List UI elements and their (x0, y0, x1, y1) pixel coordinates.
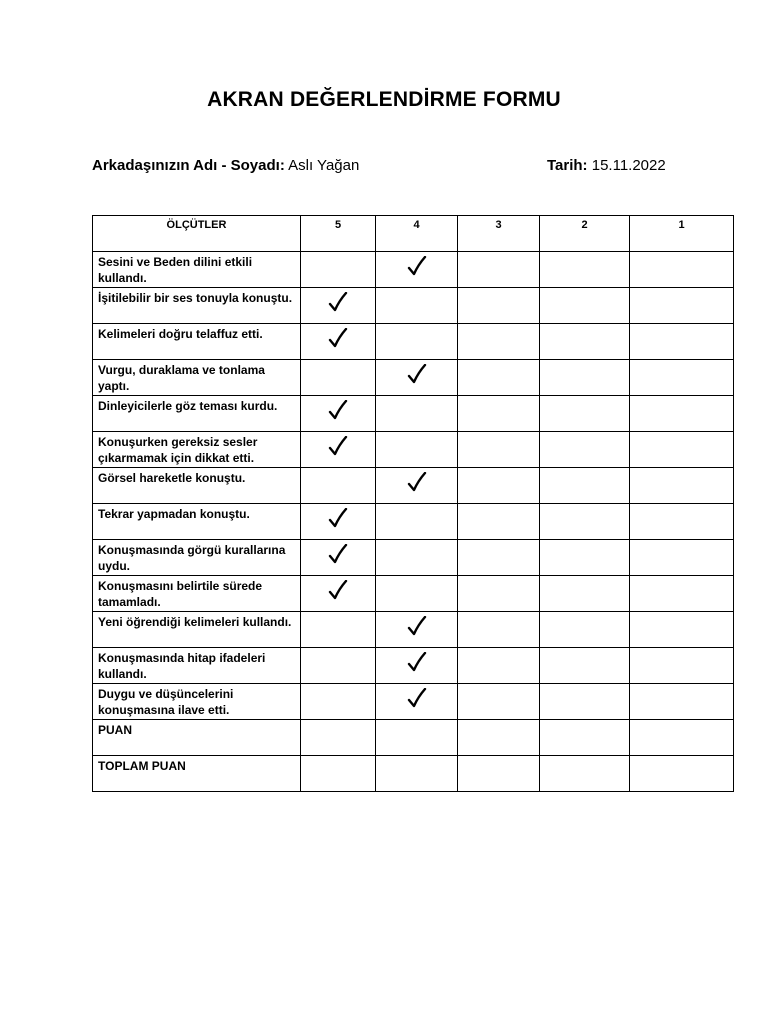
score-cell-3 (458, 612, 540, 648)
score-cell-1 (630, 648, 734, 684)
checkmark-icon (301, 544, 375, 571)
checkmark-icon (376, 364, 457, 391)
score-cell-5 (301, 432, 376, 468)
table-row (93, 756, 734, 792)
score-cell-3 (458, 720, 540, 756)
table-row (93, 540, 734, 576)
score-cell-1 (630, 324, 734, 360)
checkmark-icon (376, 652, 457, 679)
score-cell-3 (458, 468, 540, 504)
score-cell-5 (301, 324, 376, 360)
score-cell-4 (376, 540, 458, 576)
score-cell-3 (458, 360, 540, 396)
score-cell-3 (458, 684, 540, 720)
criterion-cell: PUAN (93, 720, 301, 756)
score-cell-2 (540, 360, 630, 396)
score-cell-5 (301, 540, 376, 576)
score-cell-2 (540, 576, 630, 612)
table-row (93, 252, 734, 288)
score-cell-5 (301, 288, 376, 324)
score-cell-1 (630, 468, 734, 504)
score-cell-2 (540, 756, 630, 792)
criterion-cell: TOPLAM PUAN (93, 756, 301, 792)
date-field (547, 157, 666, 174)
score-cell-2 (540, 288, 630, 324)
score-cell-5 (301, 360, 376, 396)
score-cell-4 (376, 756, 458, 792)
score-cell-4 (376, 612, 458, 648)
score-cell-1 (630, 540, 734, 576)
checkmark-icon (376, 616, 457, 643)
date-label: Tarih: (547, 157, 588, 174)
header-score-4: 4 (376, 216, 458, 252)
score-cell-3 (458, 252, 540, 288)
checkmark-icon (301, 436, 375, 463)
criterion-cell: Konuşurken gereksiz sesler çıkarmamak için dikkat etti. (93, 432, 301, 468)
checkmark-icon (301, 580, 375, 607)
criterion-cell: Duygu ve düşüncelerini konuşmasına ilave etti. (93, 684, 301, 720)
table-row (93, 504, 734, 540)
score-cell-3 (458, 540, 540, 576)
score-cell-4 (376, 504, 458, 540)
score-cell-2 (540, 612, 630, 648)
header-score-5: 5 (301, 216, 376, 252)
table-row (93, 432, 734, 468)
score-cell-1 (630, 252, 734, 288)
score-cell-3 (458, 396, 540, 432)
score-cell-1 (630, 432, 734, 468)
checkmark-icon (376, 472, 457, 499)
score-cell-2 (540, 468, 630, 504)
table-row (93, 720, 734, 756)
criterion-cell: İşitilebilir bir ses tonuyla konuştu. (93, 288, 301, 324)
criterion-cell: Konuşmasında hitap ifadeleri kullandı. (93, 648, 301, 684)
table-row (93, 396, 734, 432)
checkmark-icon (301, 292, 375, 319)
score-cell-2 (540, 684, 630, 720)
score-cell-5 (301, 504, 376, 540)
checkmark-icon (301, 400, 375, 427)
score-cell-1 (630, 396, 734, 432)
criterion-cell: Vurgu, duraklama ve tonlama yaptı. (93, 360, 301, 396)
table-row (93, 360, 734, 396)
name-value: Aslı Yağan (288, 157, 360, 174)
table-row (93, 576, 734, 612)
score-cell-1 (630, 720, 734, 756)
table-row (93, 684, 734, 720)
criterion-cell: Konuşmasını belirtile sürede tamamladı. (93, 576, 301, 612)
criterion-cell: Konuşmasında görgü kurallarına uydu. (93, 540, 301, 576)
score-cell-4 (376, 396, 458, 432)
score-cell-5 (301, 720, 376, 756)
score-cell-2 (540, 252, 630, 288)
score-cell-5 (301, 468, 376, 504)
checkmark-icon (376, 256, 457, 283)
score-cell-5 (301, 612, 376, 648)
score-cell-4 (376, 648, 458, 684)
table-row (93, 324, 734, 360)
score-cell-2 (540, 504, 630, 540)
score-cell-2 (540, 720, 630, 756)
criterion-cell: Kelimeleri doğru telaffuz etti. (93, 324, 301, 360)
score-cell-5 (301, 396, 376, 432)
checkmark-icon (301, 328, 375, 355)
score-cell-3 (458, 324, 540, 360)
table-row (93, 612, 734, 648)
form-title: AKRAN DEĞERLENDİRME FORMU (207, 88, 561, 111)
table-row (93, 648, 734, 684)
criterion-cell: Sesini ve Beden dilini etkili kullandı. (93, 252, 301, 288)
criterion-cell: Görsel hareketle konuştu. (93, 468, 301, 504)
header-score-3: 3 (458, 216, 540, 252)
score-cell-1 (630, 612, 734, 648)
score-cell-4 (376, 324, 458, 360)
score-cell-5 (301, 648, 376, 684)
checkmark-icon (301, 508, 375, 535)
criterion-cell: Tekrar yapmadan konuştu. (93, 504, 301, 540)
score-cell-2 (540, 648, 630, 684)
date-value: 15.11.2022 (591, 157, 666, 174)
score-cell-4 (376, 468, 458, 504)
score-cell-4 (376, 720, 458, 756)
evaluation-table (92, 215, 734, 792)
header-criteria: ÖLÇÜTLER (93, 216, 301, 252)
score-cell-5 (301, 684, 376, 720)
score-cell-1 (630, 360, 734, 396)
score-cell-3 (458, 432, 540, 468)
criterion-cell: Yeni öğrendiği kelimeleri kullandı. (93, 612, 301, 648)
score-cell-5 (301, 576, 376, 612)
criterion-cell: Dinleyicilerle göz teması kurdu. (93, 396, 301, 432)
score-cell-2 (540, 324, 630, 360)
header-score-2: 2 (540, 216, 630, 252)
score-cell-3 (458, 504, 540, 540)
score-cell-1 (630, 756, 734, 792)
score-cell-4 (376, 360, 458, 396)
score-cell-1 (630, 504, 734, 540)
score-cell-4 (376, 576, 458, 612)
table-row (93, 288, 734, 324)
name-field (92, 157, 359, 174)
score-cell-2 (540, 540, 630, 576)
score-cell-3 (458, 756, 540, 792)
header-row (93, 216, 734, 252)
checkmark-icon (376, 688, 457, 715)
score-cell-1 (630, 684, 734, 720)
name-label: Arkadaşınızın Adı - Soyadı: (92, 157, 285, 174)
score-cell-3 (458, 576, 540, 612)
score-cell-4 (376, 288, 458, 324)
score-cell-5 (301, 252, 376, 288)
table-row (93, 468, 734, 504)
score-cell-5 (301, 756, 376, 792)
score-cell-2 (540, 396, 630, 432)
score-cell-1 (630, 288, 734, 324)
score-cell-4 (376, 432, 458, 468)
score-cell-1 (630, 576, 734, 612)
score-cell-4 (376, 684, 458, 720)
header-score-1: 1 (630, 216, 734, 252)
score-cell-2 (540, 432, 630, 468)
score-cell-3 (458, 648, 540, 684)
score-cell-4 (376, 252, 458, 288)
score-cell-3 (458, 288, 540, 324)
